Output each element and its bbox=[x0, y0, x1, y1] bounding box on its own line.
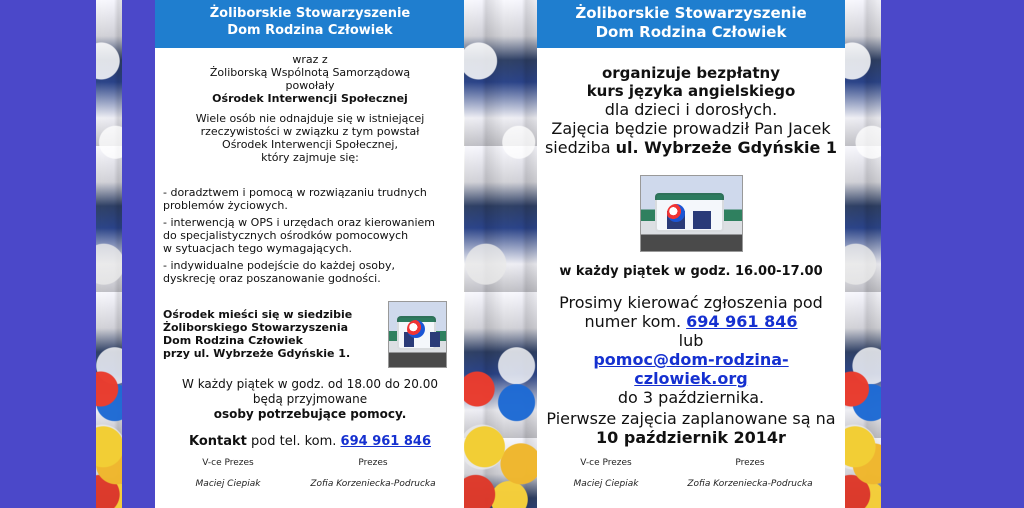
right-headline-1: organizuje bezpłatny bbox=[601, 64, 781, 82]
right-first-1: Pierwsze zajęcia zaplanowane są na bbox=[546, 409, 836, 428]
left-schedule-block bbox=[155, 377, 465, 422]
right-or: lub bbox=[678, 331, 704, 350]
left-schedule-2: będą przyjmowane bbox=[252, 392, 368, 406]
left-body bbox=[155, 48, 465, 508]
right-signatures bbox=[537, 458, 845, 500]
right-line-3-address: ul. Wybrzeże Gdyńskie 1 bbox=[615, 138, 838, 157]
left-blue-fill bbox=[0, 0, 122, 508]
left-paragraph-3: Ośrodek Interwencji Społecznej, bbox=[222, 138, 398, 151]
left-flyer-panel bbox=[155, 0, 465, 508]
right-header bbox=[537, 0, 845, 48]
left-header bbox=[155, 0, 465, 48]
left-president-signature bbox=[288, 458, 458, 490]
right-line-1: dla dzieci i dorosłych. bbox=[604, 100, 778, 119]
right-line-3 bbox=[537, 138, 845, 157]
left-list-item-3: - indywidualne podejście do każdej osoby, dyskrecję oraz poszanowanie godności. bbox=[163, 259, 396, 285]
left-intro-2: Żoliborską Wspólnotą Samorządową bbox=[209, 66, 411, 79]
left-list-item-2: - interwencją w OPS i urzędach oraz kierowaniem do specjalistycznych ośrodków pomocowych w sytuacjach tego wymagających. bbox=[163, 216, 435, 255]
left-location-2: Żoliborskiego Stowarzyszenia bbox=[163, 321, 349, 334]
right-building-photo bbox=[640, 175, 743, 252]
left-location-block bbox=[163, 308, 353, 360]
left-paragraph-1: Wiele osób nie odnajduje się w istniejącej bbox=[195, 112, 425, 125]
left-header-line-2: Dom Rodzina Człowiek bbox=[227, 23, 393, 38]
left-paragraph-2: rzeczywistości w związku z tym powstał bbox=[200, 125, 420, 138]
left-schedule-1: W każdy piątek w godz. od 18.00 do 20.00 bbox=[182, 377, 438, 391]
right-line-3-prefix: siedziba bbox=[544, 138, 616, 157]
left-intro-1: wraz z bbox=[292, 53, 328, 66]
left-paragraph-4: który zajmuje się: bbox=[261, 151, 359, 164]
left-president-name: Zofia Korzeniecka-Podrucka bbox=[310, 479, 436, 489]
right-president-name: Zofia Korzeniecka-Podrucka bbox=[687, 479, 813, 489]
left-header-line-1: Żoliborskie Stowarzyszenie bbox=[209, 6, 411, 21]
left-building-photo bbox=[388, 301, 447, 368]
left-vice-role: V-ce Prezes bbox=[202, 458, 254, 468]
left-list-item-1: - doradztwem i pomocą w rozwiązaniu trudnych problemów życiowych. bbox=[163, 186, 427, 212]
right-headline-block bbox=[537, 64, 845, 157]
right-header-line-2: Dom Rodzina Człowiek bbox=[595, 23, 787, 41]
right-phone-link[interactable]: 694 961 846 bbox=[686, 312, 798, 331]
left-vice-name: Maciej Ciepiak bbox=[195, 479, 261, 489]
right-president-role: Prezes bbox=[735, 458, 765, 468]
left-location-1: Ośrodek mieści się w siedzibie bbox=[163, 308, 353, 321]
left-signatures bbox=[155, 458, 465, 500]
left-contact-rest: pod tel. kom. bbox=[246, 434, 341, 449]
right-president-signature bbox=[665, 458, 835, 490]
right-headline-2: kurs języka angielskiego bbox=[586, 82, 796, 100]
right-line-2: Zajęcia będzie prowadził Pan Jacek bbox=[551, 119, 831, 138]
right-vice-role: V-ce Prezes bbox=[580, 458, 632, 468]
right-ask-2-prefix: numer kom. bbox=[584, 312, 687, 331]
right-first-class-block bbox=[537, 409, 845, 447]
right-ask-2 bbox=[537, 312, 845, 331]
left-intro-block bbox=[155, 53, 465, 164]
left-contact-phone[interactable]: 694 961 846 bbox=[340, 434, 431, 449]
right-email-link[interactable]: pomoc@dom-rodzina-czlowiek.org bbox=[593, 350, 789, 388]
left-intro-4: Ośrodek Interwencji Społecznej bbox=[212, 92, 408, 105]
right-schedule: w każdy piątek w godz. 16.00-17.00 bbox=[559, 264, 823, 279]
right-header-line-1: Żoliborskie Stowarzyszenie bbox=[575, 4, 807, 22]
right-photo-strip bbox=[845, 0, 881, 508]
left-location-3: Dom Rodzina Człowiek bbox=[163, 334, 303, 347]
right-body bbox=[537, 48, 845, 508]
left-intro-3: powołały bbox=[285, 79, 335, 92]
left-schedule-3: osoby potrzebujące pomocy. bbox=[213, 407, 407, 421]
right-vice-name: Maciej Ciepiak bbox=[573, 479, 639, 489]
left-side-background bbox=[0, 0, 122, 508]
right-first-2: 10 październik 2014r bbox=[596, 428, 786, 447]
left-vice-signature bbox=[173, 458, 283, 490]
left-location-4: przy ul. Wybrzeże Gdyńskie 1. bbox=[163, 347, 351, 360]
right-blue-fill bbox=[881, 0, 1024, 508]
left-photo-logo bbox=[407, 320, 425, 338]
left-president-role: Prezes bbox=[358, 458, 388, 468]
left-contact-line bbox=[155, 433, 465, 450]
right-vice-signature bbox=[551, 458, 661, 490]
middle-photo-strip bbox=[464, 0, 537, 508]
left-services-list bbox=[163, 186, 457, 289]
left-contact-label: Kontakt bbox=[189, 434, 247, 449]
right-contact-block bbox=[537, 293, 845, 407]
right-deadline: do 3 października. bbox=[617, 388, 765, 407]
right-photo-logo bbox=[667, 204, 685, 222]
right-ask-1: Prosimy kierować zgłoszenia pod bbox=[559, 293, 823, 312]
right-flyer-panel bbox=[537, 0, 845, 508]
